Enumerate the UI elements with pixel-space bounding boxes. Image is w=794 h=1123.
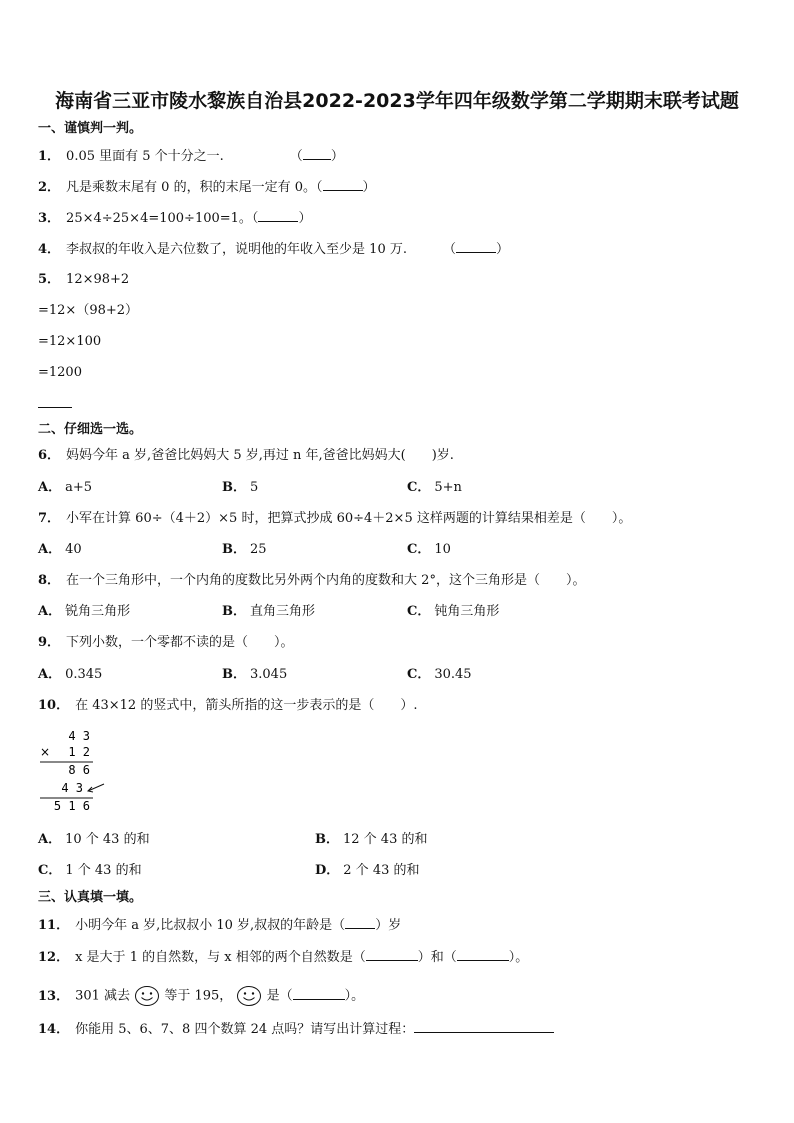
question-number: 1．	[38, 149, 61, 164]
calc-row-1: 4 3	[68, 729, 90, 743]
question-text: 妈妈今年 a 岁,爸爸比妈妈大 5 岁,再过 n 年,爸爸比妈妈大( )岁.	[66, 448, 454, 463]
answer-blank[interactable]	[293, 987, 345, 1000]
question-number: 7．	[38, 511, 61, 526]
question-text: 凡是乘数末尾有 0 的，积的末尾一定有 0。（	[66, 180, 323, 195]
option-b[interactable]: B． 5	[222, 480, 259, 495]
option-b[interactable]: B． 12 个 43 的和	[315, 832, 428, 847]
section-2-heading: 二、仔细选一选。	[38, 422, 143, 437]
vertical-multiplication	[38, 728, 108, 814]
question-10	[38, 698, 417, 714]
answer-blank[interactable]	[414, 1020, 554, 1033]
question-12: 12． x 是大于 1 的自然数，与 x 相邻的两个自然数是（ ）和（ ）。	[38, 950, 529, 965]
section-1-heading: 一、谨慎判一判。	[38, 121, 143, 136]
answer-blank[interactable]	[456, 240, 496, 253]
option-a[interactable]: A． 锐角三角形	[38, 604, 131, 619]
answer-blank[interactable]	[303, 147, 331, 160]
option-c[interactable]: C． 30.45	[407, 667, 472, 682]
times-sign: ×	[40, 745, 51, 759]
question-3: 3． 25×4÷25×4=100÷100=1。（ ）	[38, 211, 312, 226]
question-number: 8．	[38, 573, 61, 588]
option-c[interactable]: C． 10	[407, 542, 451, 557]
question-14	[38, 1020, 554, 1038]
question-number: 5．	[38, 272, 61, 287]
question-text: x 是大于 1 的自然数，与 x 相邻的两个自然数是（	[75, 950, 366, 965]
q5-step-1: =12×（98+2）	[38, 303, 139, 318]
option-c[interactable]: C． 钝角三角形	[407, 604, 500, 619]
q5-step-3: =1200	[38, 365, 82, 380]
question-text: 小明今年 a 岁,比叔叔小 10 岁,叔叔的年龄是（	[75, 918, 346, 933]
question-1: 1． 0.05 里面有 5 个十分之一. （ ）	[38, 149, 344, 164]
question-text: 0.05 里面有 5 个十分之一.	[66, 149, 224, 164]
question-9	[38, 635, 294, 651]
question-number: 3．	[38, 211, 61, 226]
answer-blank[interactable]	[323, 178, 363, 191]
option-a[interactable]: A． 0.345	[38, 667, 103, 682]
calc-row-2: 1 2	[68, 745, 90, 759]
option-c[interactable]: C． 5+n	[407, 480, 462, 495]
question-text: 下列小数，一个零都不读的是（ ）。	[66, 635, 294, 650]
question-number: 10．	[38, 698, 70, 713]
option-a[interactable]: A． a+5	[38, 480, 93, 495]
option-a[interactable]: A． 40	[38, 542, 82, 557]
question-number: 12．	[38, 950, 70, 965]
question-number: 9．	[38, 635, 61, 650]
section-3-heading: 三、认真填一填。	[38, 890, 143, 905]
question-7	[38, 511, 631, 527]
question-text: 在 43×12 的竖式中，箭头所指的这一步表示的是（ ）.	[75, 698, 418, 713]
option-b[interactable]: B． 直角三角形	[222, 604, 316, 619]
question-8	[38, 573, 585, 589]
question-text: 你能用 5、6、7、8 四个数算 24 点吗？请写出计算过程：	[75, 1022, 415, 1037]
option-a[interactable]: A． 10 个 43 的和	[38, 832, 150, 847]
question-number: 11．	[38, 918, 70, 933]
calc-row-4: 4 3	[61, 781, 83, 795]
question-11: 11． 小明今年 a 岁,比叔叔小 10 岁,叔叔的年龄是（ ）岁	[38, 918, 402, 933]
answer-blank[interactable]	[345, 916, 375, 929]
question-number: 13．	[38, 988, 70, 1004]
smiley-face-icon	[134, 985, 160, 1007]
smiley-face-icon	[236, 985, 262, 1007]
question-text: 12×98+2	[66, 272, 130, 287]
question-number: 14．	[38, 1022, 70, 1037]
answer-blank[interactable]	[258, 209, 298, 222]
question-number: 4．	[38, 242, 61, 257]
option-c[interactable]: C． 1 个 43 的和	[38, 863, 142, 878]
option-b[interactable]: B． 3.045	[222, 667, 288, 682]
question-text: 在一个三角形中，一个内角的度数比另外两个内角的度数和大 2°，这个三角形是（ ）。	[66, 573, 586, 588]
question-6	[38, 448, 454, 464]
page-title: 海南省三亚市陵水黎族自治县2022-2023学年四年级数学第二学期期末联考试题	[55, 90, 739, 112]
answer-blank[interactable]	[38, 407, 72, 408]
arrow-icon	[88, 784, 104, 792]
option-b[interactable]: B． 25	[222, 542, 267, 557]
question-text: 25×4÷25×4=100÷100=1。（	[66, 211, 259, 226]
question-number: 2．	[38, 180, 61, 195]
question-2: 2． 凡是乘数末尾有 0 的，积的末尾一定有 0。（ ）	[38, 180, 376, 195]
answer-blank[interactable]	[366, 948, 418, 961]
question-13: 13． 301 减去 等于 195， 是（ ）。	[38, 985, 364, 1007]
calc-row-3: 8 6	[68, 763, 90, 777]
option-d[interactable]: D． 2 个 43 的和	[315, 863, 420, 878]
q5-step-2: =12×100	[38, 334, 102, 349]
question-text: 李叔叔的年收入是六位数了，说明他的年收入至少是 10 万.	[66, 242, 407, 257]
question-4: 4． 李叔叔的年收入是六位数了，说明他的年收入至少是 10 万. （ ）	[38, 242, 510, 257]
calc-row-5: 5 1 6	[53, 799, 90, 813]
question-5	[38, 272, 129, 288]
question-text: 小军在计算 60÷（4＋2）×5 时，把算式抄成 60÷4＋2×5 这样两题的计算结果相差是（ ）。	[66, 511, 632, 526]
answer-blank[interactable]	[457, 948, 509, 961]
question-number: 6．	[38, 448, 61, 463]
